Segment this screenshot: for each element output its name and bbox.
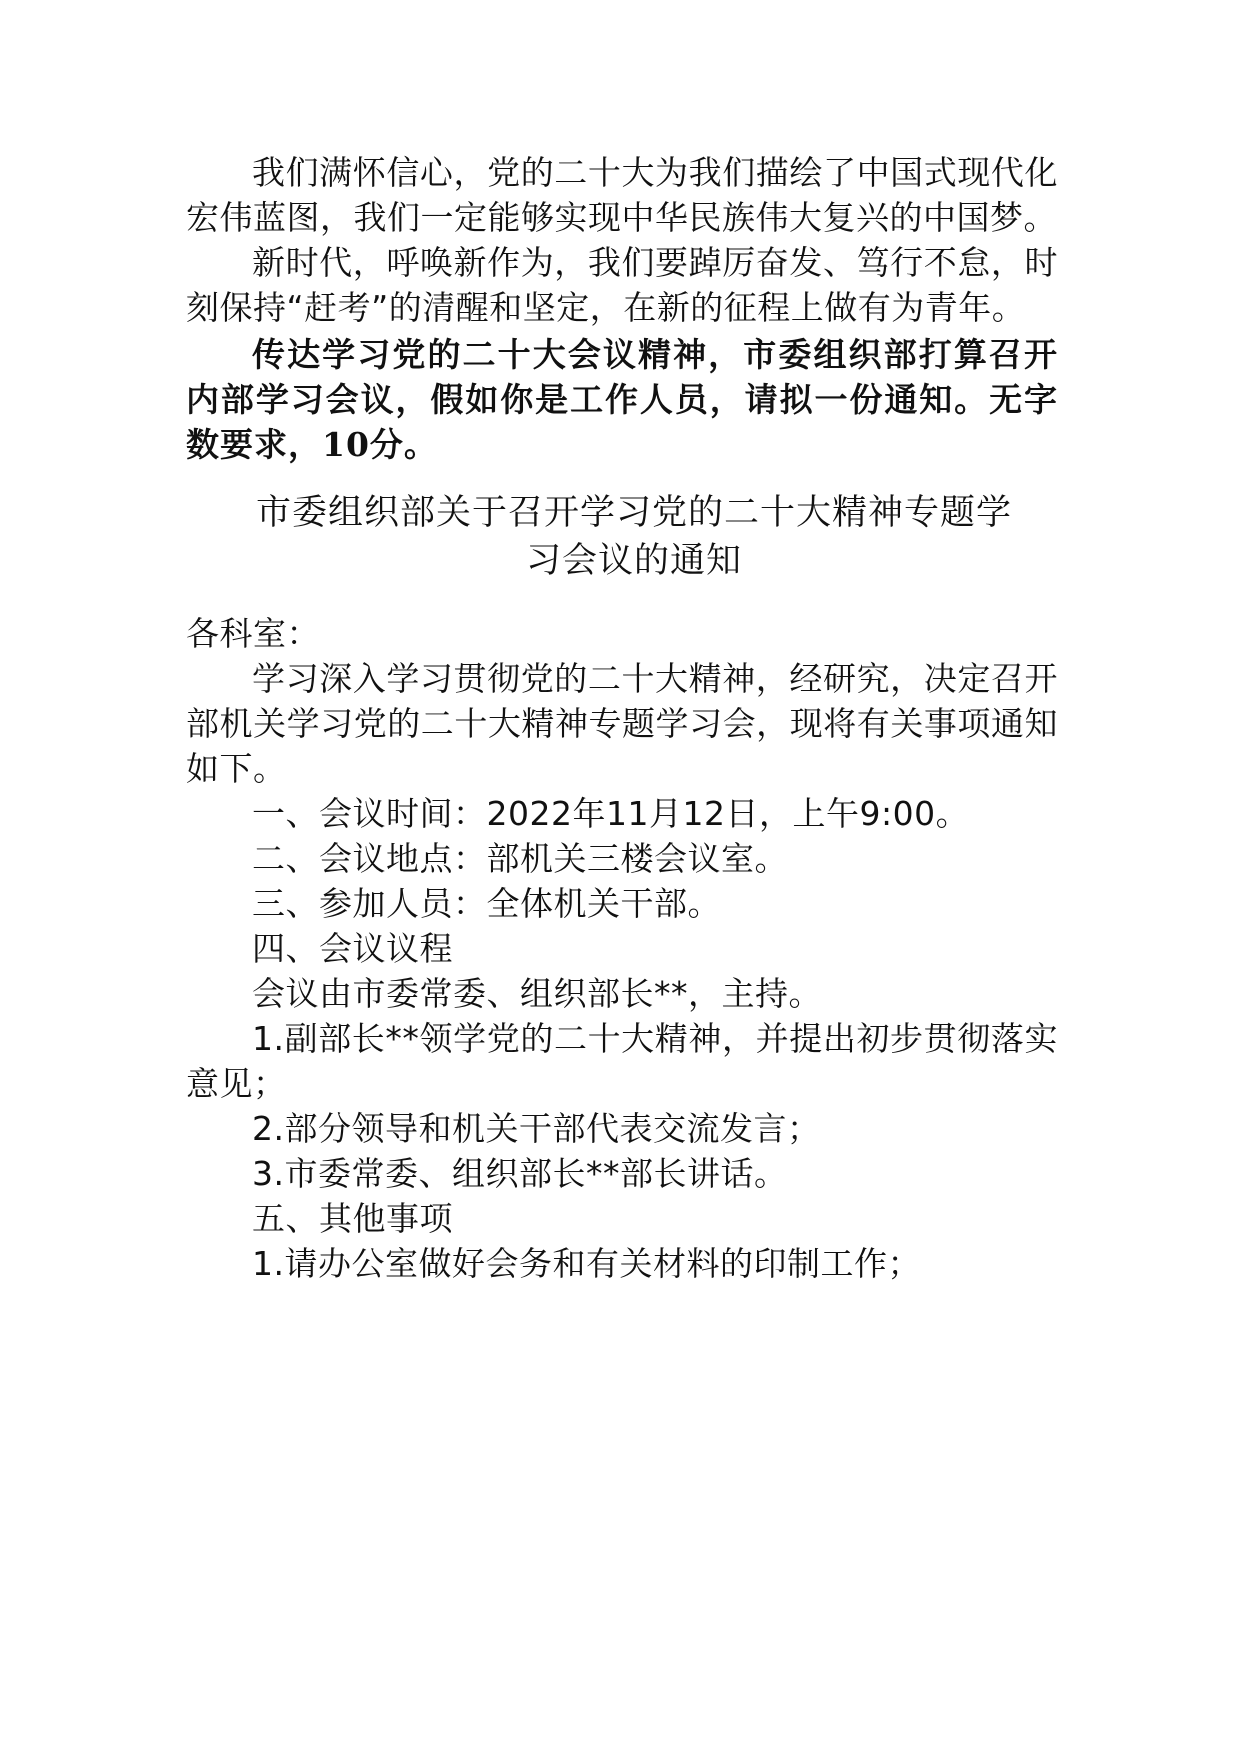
notice-item: 会议由市委常委、组织部长**，主持。 <box>252 974 822 1013</box>
notice-salutation: 各科室： <box>186 614 320 653</box>
intro-paragraph: 我们满怀信心，党的二十大为我们描绘了中国式现代化宏伟蓝图，我们一定能够实现中华民族伟大复兴的中国梦。 <box>186 153 1058 237</box>
notice-item: 一、会议时间：2022年11月12日，上午9:00。 <box>252 794 970 833</box>
notice-item: 五、其他事项 <box>252 1199 453 1238</box>
notice-title-line: 市委组织部关于召开学习党的二十大精神专题学 <box>255 493 1012 533</box>
intro-paragraph: 新时代，呼唤新作为，我们要踔厉奋发、笃行不怠，时刻保持“赶考”的清醒和坚定，在新的征程上做有为青年。 <box>186 243 1058 327</box>
notice-item: 1.请办公室做好会务和有关材料的印制工作； <box>252 1244 921 1283</box>
notice-item: 2.部分领导和机关干部代表交流发言； <box>252 1109 821 1148</box>
notice-item: 1.副部长**领学党的二十大精神，并提出初步贯彻落实意见； <box>186 1019 1058 1103</box>
notice-item: 二、会议地点：部机关三楼会议室。 <box>252 839 788 878</box>
notice-opening: 学习深入学习贯彻党的二十大精神，经研究，决定召开部机关学习党的二十大精神专题学习会，现将有关事项通知如下。 <box>186 659 1058 788</box>
notice-item: 三、参加人员：全体机关干部。 <box>252 884 721 923</box>
notice-item: 3.市委常委、组织部长**部长讲话。 <box>252 1154 788 1193</box>
notice-title-line: 习会议的通知 <box>525 541 742 581</box>
document-page <box>186 150 1058 1286</box>
notice-title <box>186 489 1058 585</box>
exam-question: 传达学习党的二十大会议精神，市委组织部打算召开内部学习会议，假如你是工作人员，请拟一份通知。无字数要求，10分。 <box>186 335 1058 464</box>
notice-item: 四、会议议程 <box>252 929 453 968</box>
